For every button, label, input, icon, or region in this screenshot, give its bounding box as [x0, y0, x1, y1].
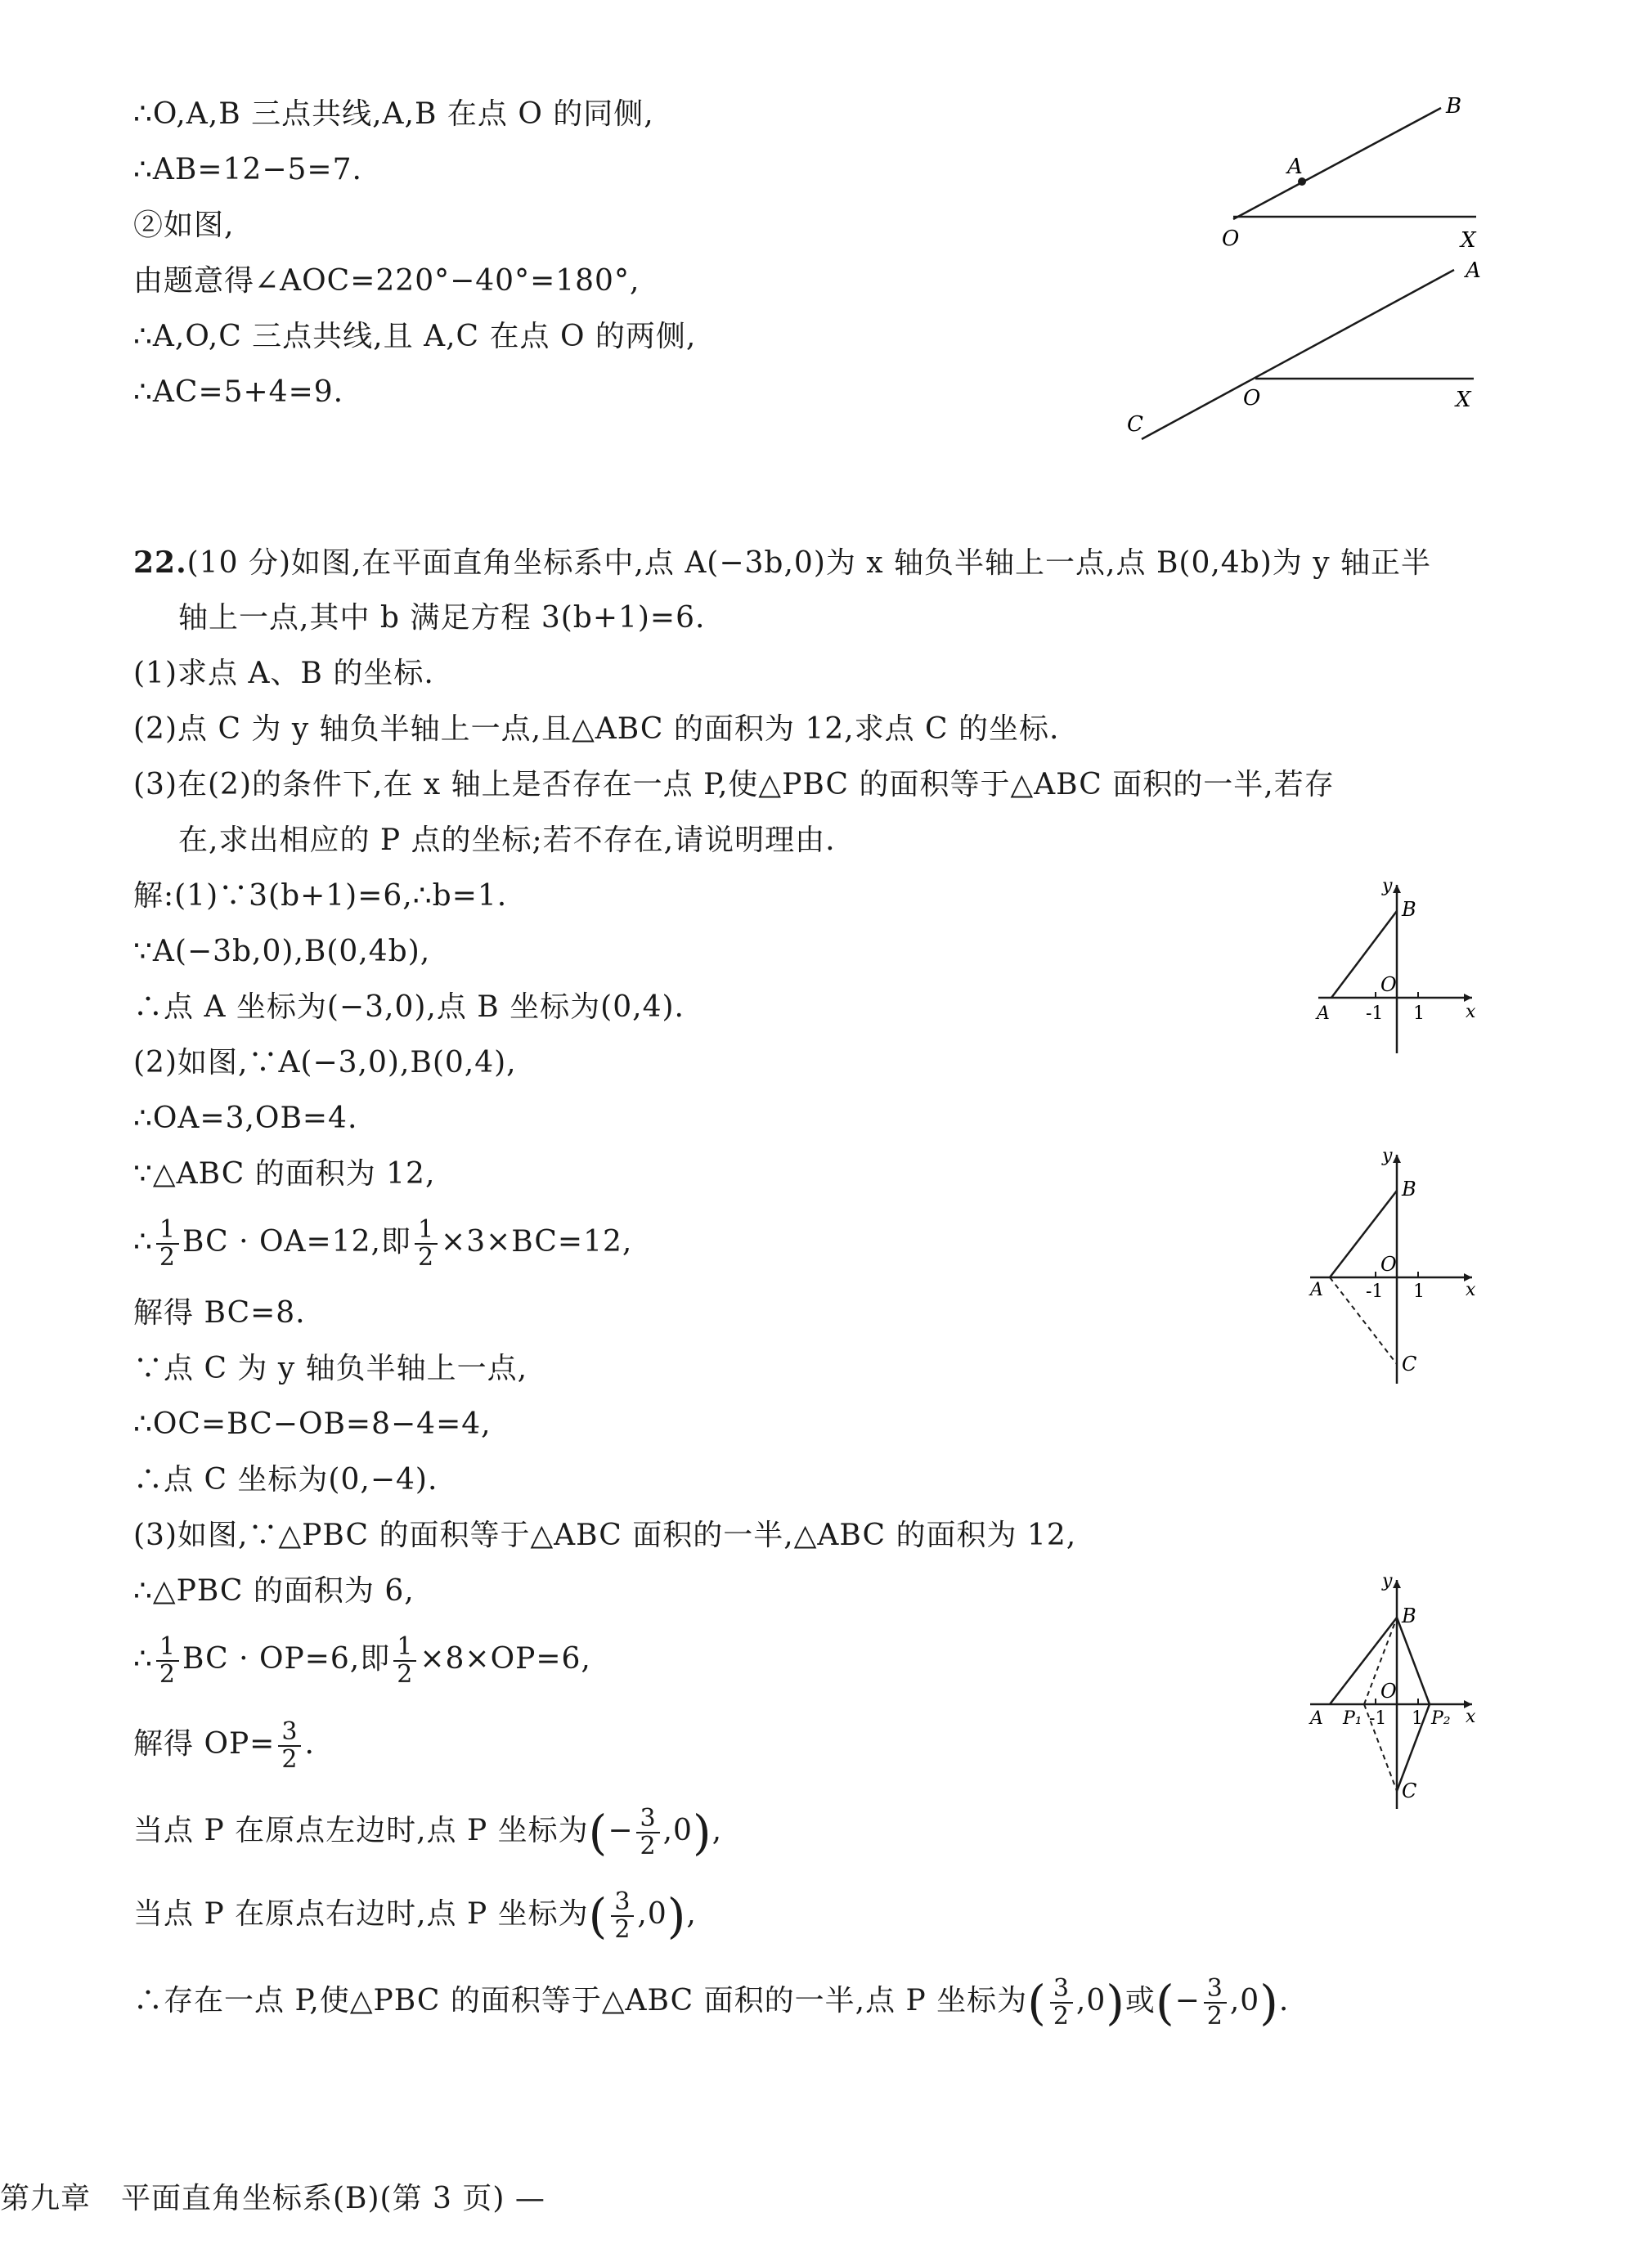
x-arrow-icon [1464, 994, 1472, 1002]
y-arrow-icon [1393, 1155, 1401, 1163]
denominator: 2 [159, 1243, 176, 1272]
solution-line-16 [133, 1804, 723, 1860]
label-X: X [1461, 228, 1476, 253]
label-x: x [1466, 1002, 1476, 1022]
label-B: B [1446, 94, 1462, 119]
label-A: A [1466, 258, 1481, 283]
text: ,0 [662, 1814, 693, 1847]
text: . [304, 1727, 315, 1761]
fraction-three-halves [611, 1889, 634, 1943]
solution-line-14 [133, 1632, 591, 1689]
problem-22-stem-line-2: 轴上一点,其中 b 满足方程 3(b+1)=6. [178, 601, 706, 635]
denominator: 2 [1053, 2002, 1070, 2031]
solution-line-8: 解得 BC=8. [133, 1296, 306, 1330]
label-plus-1: 1 [1412, 1708, 1423, 1729]
label-B: B [1402, 898, 1416, 921]
fraction-half [156, 1634, 179, 1688]
label-O: O [1380, 1253, 1397, 1276]
left-paren: ( [588, 1805, 608, 1860]
denominator: 2 [417, 1243, 435, 1272]
fraction-three-halves [278, 1719, 301, 1773]
label-y: y [1382, 876, 1393, 896]
top-solution-line-5: ∴A,O,C 三点共线,且 A,C 在点 O 的两侧, [133, 320, 697, 353]
label-P1: P₁ [1343, 1708, 1362, 1729]
numerator: 3 [1204, 1976, 1227, 2004]
solution-line-11: ∴点 C 坐标为(0,−4). [133, 1463, 438, 1497]
text: ,0 [1229, 1984, 1260, 2017]
y-arrow-icon [1393, 1580, 1401, 1588]
solution-line-5: ∴OA=3,OB=4. [133, 1102, 358, 1135]
text: ∴存在一点 P,使△PBC 的面积等于△ABC 面积的一半,点 P 坐标为 [133, 1984, 1028, 2017]
left-paren: ( [1155, 1975, 1175, 2031]
label-B: B [1402, 1178, 1416, 1201]
text: ∴ [133, 1225, 153, 1259]
text: 当点 P 在原点左边时,点 P 坐标为 [133, 1814, 589, 1847]
text: ×8×OP=6, [420, 1642, 591, 1676]
numerator: 1 [415, 1217, 438, 1245]
top-solution-line-1: ∴O,A,B 三点共线,A,B 在点 O 的同侧, [133, 97, 654, 131]
y-arrow-icon [1393, 885, 1401, 893]
denominator: 2 [159, 1660, 176, 1689]
text: ,0 [1075, 1984, 1107, 2017]
solution-line-15 [133, 1717, 315, 1774]
label-O: O [1380, 973, 1397, 996]
solution-line-9: ∵点 C 为 y 轴负半轴上一点, [133, 1352, 528, 1385]
page-footer: 第九章 平面直角坐标系(B)(第 3 页) — [0, 2182, 545, 2215]
label-O: O [1380, 1680, 1397, 1703]
left-paren: ( [588, 1888, 608, 1944]
text: BC · OA=12,即 [182, 1225, 411, 1259]
label-minus-1: -1 [1366, 1281, 1384, 1302]
question-3-line-2: 在,求出相应的 P 点的坐标;若不存在,请说明理由. [178, 824, 836, 857]
problem-stem-text: (10 分)如图,在平面直角坐标系中,点 A(−3b,0)为 x 轴负半轴上一点,点 B(0,4b)为 y 轴正半 [186, 546, 1432, 580]
label-A: A [1310, 1708, 1323, 1729]
solution-line-2: ∵A(−3b,0),B(0,4b), [133, 935, 431, 968]
solution-line-1: 解:(1)∵3(b+1)=6,∴b=1. [133, 879, 508, 913]
label-x: x [1466, 1280, 1476, 1300]
right-paren: ) [667, 1888, 687, 1944]
numerator: 3 [636, 1806, 659, 1833]
fraction-three-halves [1050, 1976, 1073, 2030]
left-paren: ( [1027, 1975, 1047, 2031]
numerator: 1 [156, 1217, 179, 1245]
line-CA [1142, 270, 1454, 439]
numerator: 3 [611, 1889, 634, 1917]
solution-line-10: ∴OC=BC−OB=8−4=4, [133, 1407, 492, 1441]
numerator: 3 [278, 1719, 301, 1747]
text: ∴ [133, 1642, 153, 1676]
problem-number: 22. [133, 545, 187, 580]
top-solution-line-4: 由题意得∠AOC=220°−40°=180°, [133, 264, 640, 298]
label-minus-1: -1 [1366, 1003, 1384, 1024]
question-1: (1)求点 A、B 的坐标. [133, 657, 434, 690]
text: 解得 OP= [133, 1727, 276, 1761]
solution-line-3: ∴点 A 坐标为(−3,0),点 B 坐标为(0,4). [133, 990, 685, 1024]
label-X: X [1456, 388, 1471, 412]
label-A: A [1287, 155, 1303, 179]
label-y: y [1382, 1146, 1393, 1166]
label-P2: P₂ [1431, 1708, 1451, 1729]
ray-OB [1233, 108, 1441, 219]
numerator: 3 [1050, 1976, 1073, 2004]
denominator: 2 [614, 1915, 631, 1944]
coord-figure-1 [1309, 875, 1488, 1063]
denominator: 2 [640, 1832, 657, 1860]
text: 或 [1125, 1984, 1156, 2017]
right-paren: ) [1106, 1975, 1125, 2031]
denominator: 2 [281, 1745, 299, 1774]
solution-line-4: (2)如图,∵A(−3,0),B(0,4), [133, 1046, 517, 1079]
problem-22-stem-line-1 [133, 538, 1431, 587]
solution-line-7 [133, 1215, 633, 1272]
text: , [686, 1897, 697, 1931]
top-solution-line-2: ∴AB=12−5=7. [133, 153, 362, 186]
segment-P2B [1397, 1618, 1430, 1704]
text: , [712, 1814, 723, 1847]
right-paren: ) [692, 1805, 712, 1860]
fraction-half [156, 1217, 179, 1271]
label-plus-1: 1 [1413, 1003, 1425, 1024]
fraction-half [415, 1217, 438, 1271]
text: . [1278, 1984, 1290, 2017]
top-solution-line-6: ∴AC=5+4=9. [133, 375, 344, 409]
solution-line-18 [133, 1974, 1290, 2031]
solution-line-17 [133, 1887, 697, 1944]
label-y: y [1382, 1571, 1393, 1591]
denominator: 2 [1206, 2002, 1223, 2031]
label-A: A [1317, 1003, 1330, 1024]
label-C: C [1127, 412, 1143, 437]
ray-figure-2 [1120, 258, 1505, 454]
segment-AC-dashed [1330, 1277, 1397, 1364]
fraction-three-halves [1204, 1976, 1227, 2030]
solution-line-12: (3)如图,∵△PBC 的面积等于△ABC 面积的一半,△ABC 的面积为 12, [133, 1519, 1077, 1552]
label-O: O [1222, 227, 1240, 251]
denominator: 2 [397, 1660, 414, 1689]
label-C: C [1402, 1353, 1417, 1376]
coord-figure-3 [1300, 1570, 1488, 1815]
text: 当点 P 在原点右边时,点 P 坐标为 [133, 1897, 589, 1931]
label-C: C [1402, 1780, 1417, 1802]
label-A: A [1310, 1280, 1323, 1300]
label-B: B [1402, 1604, 1416, 1627]
solution-line-6: ∵△ABC 的面积为 12, [133, 1157, 436, 1191]
text: BC · OP=6,即 [182, 1642, 391, 1676]
right-paren: ) [1259, 1975, 1279, 2031]
question-2: (2)点 C 为 y 轴负半轴上一点,且△ABC 的面积为 12,求点 C 的坐标. [133, 712, 1060, 746]
label-plus-1: 1 [1413, 1281, 1425, 1302]
text: ,0 [637, 1897, 667, 1931]
top-solution-line-3: ②如图, [133, 209, 235, 242]
question-3-line-1: (3)在(2)的条件下,在 x 轴上是否存在一点 P,使△PBC 的面积等于△ABC 面积的一半,若存 [133, 768, 1335, 801]
label-minus-1: -1 [1369, 1708, 1387, 1729]
text: ×3×BC=12, [441, 1225, 633, 1259]
label-O: O [1243, 386, 1261, 411]
fraction-three-halves [636, 1806, 659, 1860]
fraction-half [393, 1634, 416, 1688]
coord-figure-2 [1300, 1145, 1488, 1390]
ray-figure-1 [1210, 82, 1505, 254]
numerator: 1 [156, 1634, 179, 1662]
minus-sign: − [608, 1814, 634, 1847]
minus-sign: − [1174, 1984, 1201, 2017]
solution-line-13: ∴△PBC 的面积为 6, [133, 1574, 415, 1608]
label-x: x [1466, 1707, 1476, 1727]
numerator: 1 [393, 1634, 416, 1662]
